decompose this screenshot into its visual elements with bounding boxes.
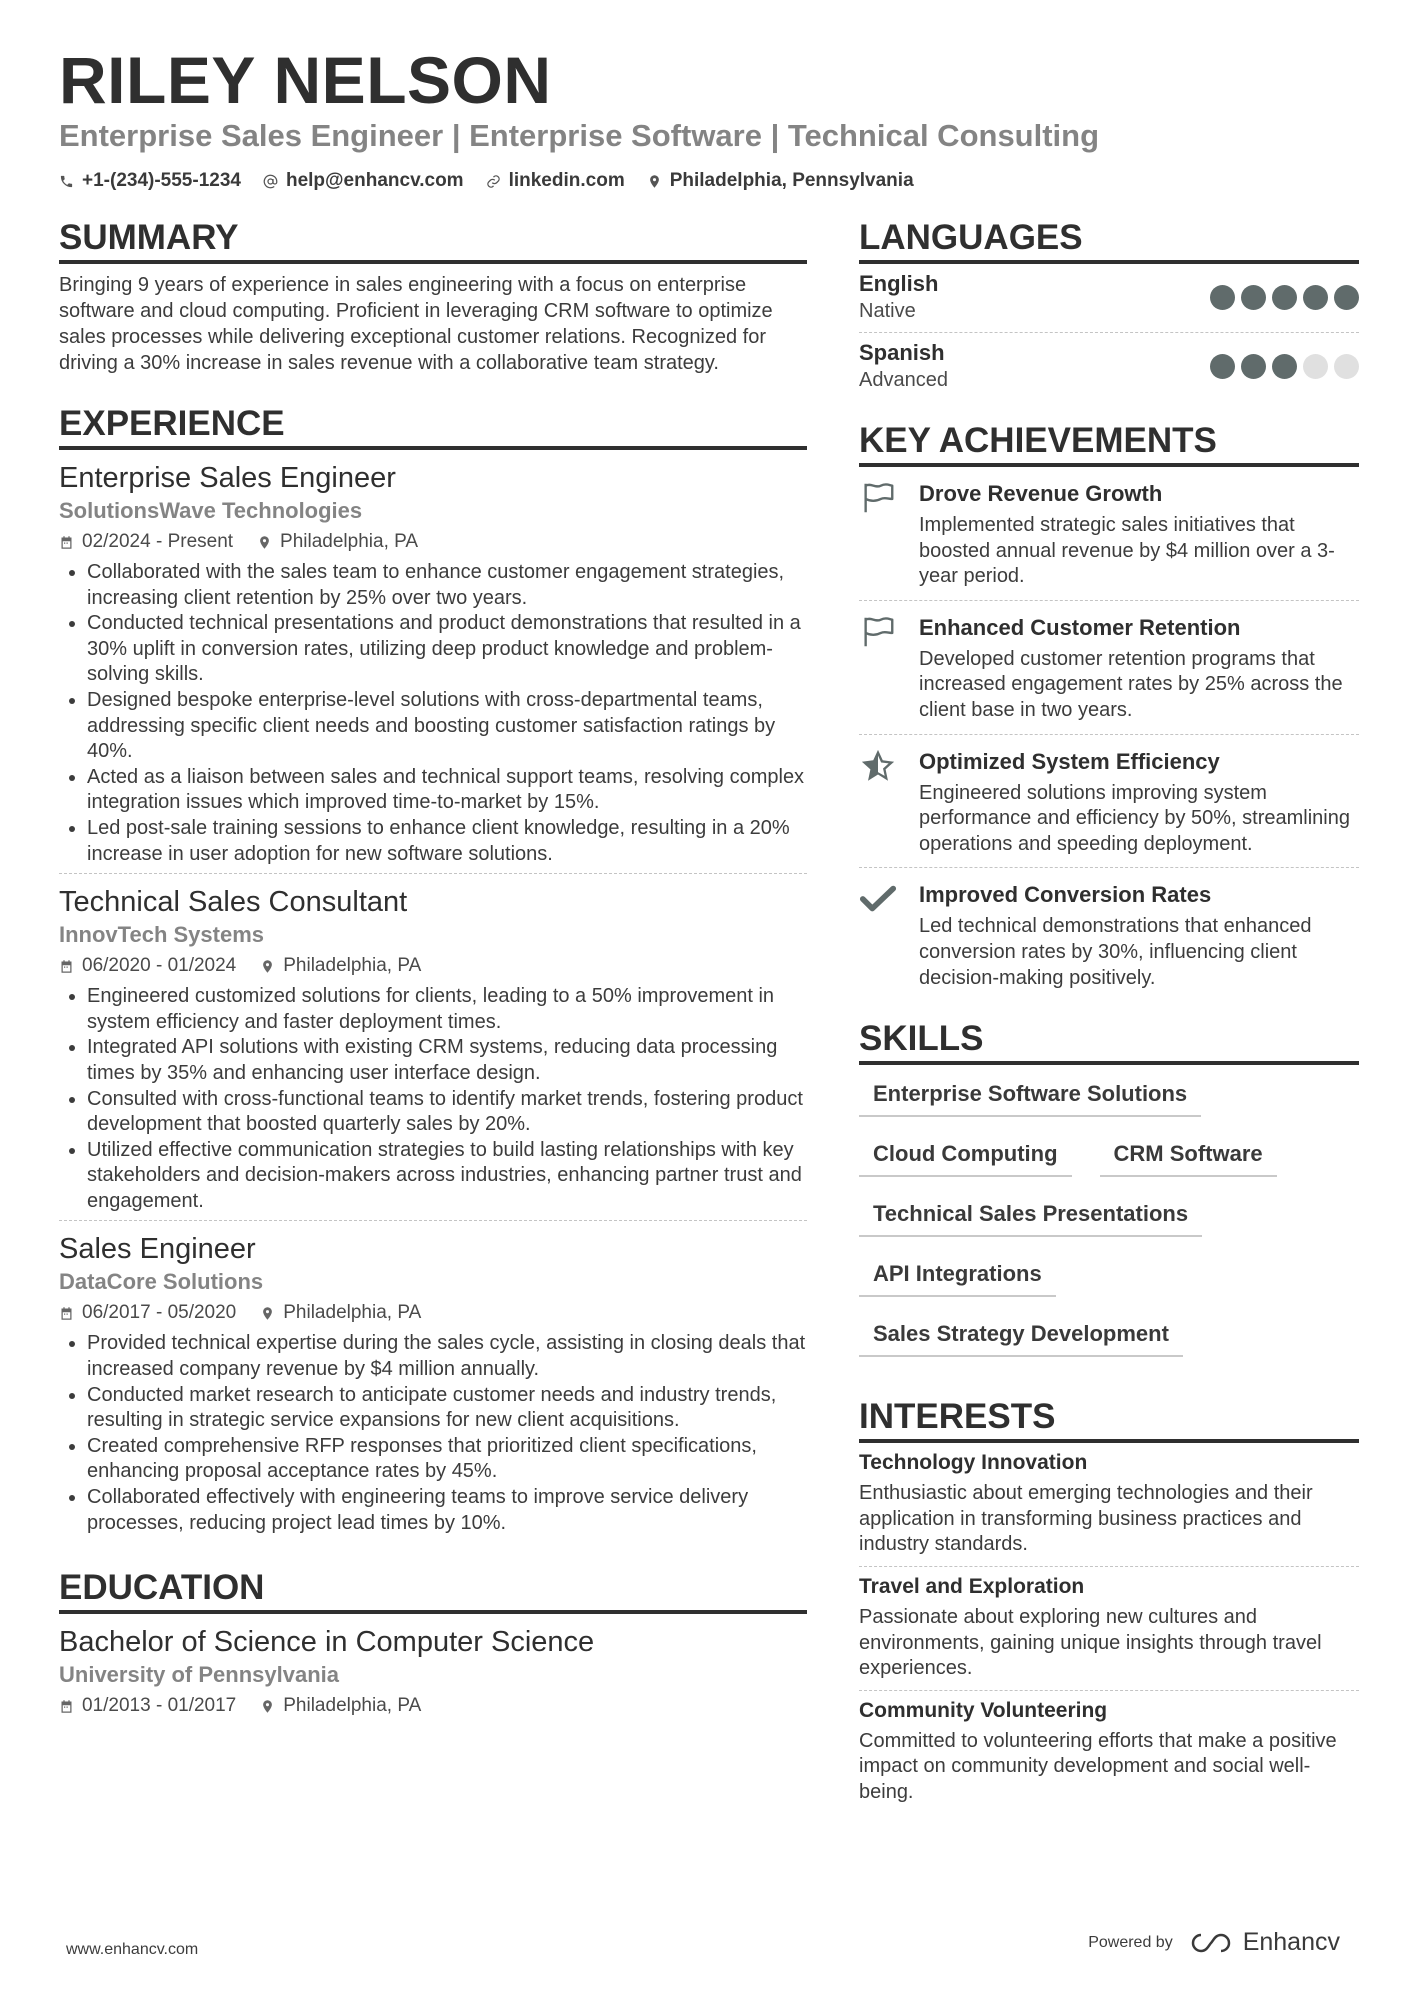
job-location [260,952,421,980]
candidate-name: RILEY NELSON [59,43,552,117]
education-dates [59,1692,236,1720]
rating-dot-filled [1272,285,1297,310]
interest-item [859,1691,1359,1814]
calendar-icon [59,535,74,550]
location-pin-icon [260,1699,275,1714]
interests-heading: INTERESTS [859,1397,1359,1443]
interest-desc: Committed to volunteering efforts that make a positive impact on community development and social well-being. [859,1729,1337,1803]
job-bullets [59,984,807,1214]
achievement-title: Optimized System Efficiency [919,748,1220,774]
brand-logo[interactable] [1187,1928,1340,1957]
achievement-title: Enhanced Customer Retention [919,614,1241,640]
brand-name: Enhancv [1242,1928,1340,1956]
achievement-desc: Implemented strategic sales initiatives that boosted annual revenue by $4 million over a 3-year period. [919,514,1335,588]
achievements-section [859,421,1359,1001]
bullet-item: • Conducted market research to anticipate customer needs and industry trends, resulting in strategic service expansions for new client acquisitions. [87,1383,807,1434]
interest-title: Technology Innovation [859,1451,1088,1475]
rating-dot-filled [1241,354,1266,379]
job-title: Sales Engineer [59,1233,256,1266]
job-dates-text: 06/2017 - 05/2020 [82,1302,237,1324]
achievement-title: Drove Revenue Growth [919,481,1163,506]
education-dates-text: 01/2013 - 01/2017 [82,1695,237,1717]
job-title: Enterprise Sales Engineer [59,462,396,494]
interest-desc: Enthusiastic about emerging technologies and their application in transforming business practices and industry standards. [859,1482,1313,1556]
skill-tag: Technical Sales Presentations [859,1199,1202,1237]
skills-heading: SKILLS [859,1019,1359,1065]
job-location [260,1299,421,1327]
job-title: Technical Sales Consultant [59,886,408,919]
bullet-item: • Designed bespoke enterprise-level solutions with cross-departmental teams, addressing specific client needs and boosting customer satisfaction ratings by 40%. [87,688,807,765]
skills-list [859,1079,1359,1357]
summary-section [59,218,807,376]
job-dates [59,1299,236,1327]
language-rating [1210,285,1359,310]
education-entry [59,1614,807,1726]
job-dates [59,528,233,556]
at-icon [263,174,278,189]
rating-dot-filled [1210,285,1235,310]
job-meta [59,952,807,980]
location-pin-icon [647,174,662,189]
experience-heading: EXPERIENCE [59,404,807,450]
location-pin-icon [260,1306,275,1321]
rating-dot-filled [1272,354,1297,379]
interest-item [859,1443,1359,1567]
calendar-icon [59,959,74,974]
achievement-desc: Developed customer retention programs that increased engagement rates by 25% across the client base in two years. [919,647,1343,721]
contact-bar [59,168,914,194]
check-icon [859,880,897,918]
footer-website[interactable]: www.enhancv.com [66,1941,199,1958]
job-location-text: Philadelphia, PA [283,955,422,977]
job-location-text: Philadelphia, PA [280,531,419,552]
job-dates-text: 06/2020 - 01/2024 [82,955,237,977]
achievements-heading: KEY ACHIEVEMENTS [859,421,1359,467]
bullet-item: • Consulted with cross-functional teams to identify market trends, fostering product development that boosted quarterly sales by 20%. [87,1087,807,1138]
language-level: Advanced [859,369,948,391]
education-location-text: Philadelphia, PA [283,1695,422,1717]
achievement-desc: Led technical demonstrations that enhanced conversion rates by 30%, influencing client decision-making positively. [919,915,1312,989]
degree-title: Bachelor of Science in Computer Science [59,1626,595,1659]
left-column [59,218,807,1726]
language-item [859,264,1359,333]
skill-tag: Enterprise Software Solutions [859,1079,1201,1117]
summary-heading: SUMMARY [59,218,807,264]
job-location-text: Philadelphia, PA [283,1302,422,1324]
star-icon [859,747,897,785]
interest-desc: Passionate about exploring new cultures and environments, gaining unique insights through travel experiences. [859,1605,1322,1680]
company-name: SolutionsWave Technologies [59,498,363,523]
education-section [59,1568,807,1726]
language-name: English [859,271,939,296]
skill-tag: Cloud Computing [859,1139,1072,1177]
phone-text: +1-(234)-555-1234 [82,170,241,191]
bullet-item: • Utilized effective communication strategies to build lasting relationships with key stakeholders and decision-makers across industries, enhancing partner trust and engagement. [87,1138,807,1215]
calendar-icon [59,1306,74,1321]
job-dates [59,952,236,980]
skill-tag: CRM Software [1100,1139,1277,1177]
enhancv-logo-icon [1187,1929,1235,1957]
languages-heading: LANGUAGES [859,218,1359,264]
linkedin-text: linkedin.com [508,170,625,191]
rating-dot-filled [1334,285,1359,310]
bullet-item: • Led post-sale training sessions to enhance client knowledge, resulting in a 20% increase in user adoption for new software solutions. [87,816,807,867]
rating-dot-empty [1334,354,1359,379]
achievement-title: Improved Conversion Rates [919,882,1212,908]
job-meta [59,528,807,556]
language-name: Spanish [859,340,945,365]
bullet-item: • Engineered customized solutions for clients, leading to a 50% improvement in system efficiency and faster deployment times. [87,984,807,1035]
rating-dot-filled [1303,285,1328,310]
achievement-item [859,601,1359,735]
bullet-item: • Created comprehensive RFP responses that prioritized client specifications, enhancing proposal acceptance rates by 45%. [87,1434,807,1485]
experience-section [59,404,807,1542]
link-icon [486,174,501,189]
headline: Enterprise Sales Engineer | Enterprise Software | Technical Consulting [59,118,1100,153]
bullet-item: • Conducted technical presentations and product demonstrations that resulted in a 30% uplift in conversion rates, utilizing deep product knowledge and problem-solving skills. [87,611,807,688]
location-pin-icon [260,959,275,974]
experience-entry [59,874,807,1221]
contact-phone[interactable] [59,168,241,194]
bullet-item: • Integrated API solutions with existing CRM systems, reducing data processing times by 35% and enhancing user interface design. [87,1035,807,1086]
bullet-item: • Collaborated with the sales team to enhance customer engagement strategies, increasing client retention by 25% over two years. [87,560,807,611]
school-name: University of Pennsylvania [59,1662,339,1688]
language-level: Native [859,300,916,322]
calendar-icon [59,1699,74,1714]
rating-dot-empty [1303,354,1328,379]
job-meta [59,1299,807,1327]
education-meta [59,1692,807,1720]
achievement-item [859,868,1359,1001]
achievement-item [859,735,1359,869]
summary-text: Bringing 9 years of experience in sales engineering with a focus on enterprise software and cloud computing. Proficient in leveraging CRM software to optimize sales processes while delivering exceptional customer relations. Recognized for driving a 30% increase in sales revenue with a collaborative team strategy. [59,274,773,374]
right-column [859,218,1359,1813]
experience-entry [59,450,807,874]
education-location [260,1692,421,1720]
job-location [257,528,418,556]
interest-title: Travel and Exploration [859,1574,1085,1598]
interest-item [859,1567,1359,1691]
phone-icon [59,174,74,189]
achievement-item [859,467,1359,601]
flag-icon [859,613,897,651]
powered-by-text: Powered by [1088,1933,1173,1951]
flag-icon [859,479,897,517]
skills-section [859,1019,1359,1357]
location-pin-icon [257,535,272,550]
rating-dot-filled [1241,285,1266,310]
company-name: InnovTech Systems [59,922,264,948]
interests-section [859,1397,1359,1813]
experience-entry [59,1221,807,1542]
achievement-desc: Engineered solutions improving system performance and efficiency by 50%, streamlining operations and speeding deployment. [919,781,1350,855]
location-text: Philadelphia, Pennsylvania [669,170,914,191]
footer-branding [1088,1928,1340,1957]
contact-linkedin[interactable] [486,168,625,194]
education-heading: EDUCATION [59,1568,807,1614]
skill-tag: Sales Strategy Development [859,1319,1183,1357]
bullet-item: • Provided technical expertise during the sales cycle, assisting in closing deals that increased company revenue by $4 million annually. [87,1331,807,1382]
interest-title: Community Volunteering [859,1698,1108,1722]
bullet-item: • Collaborated effectively with engineering teams to improve service delivery processes, reducing project lead times by 10%. [87,1485,807,1536]
language-rating [1210,354,1359,379]
language-item [859,333,1359,401]
skill-tag: API Integrations [859,1259,1056,1297]
contact-email[interactable] [263,168,464,194]
job-bullets [59,560,807,867]
email-text: help@enhancv.com [285,170,464,191]
bullet-item: • Acted as a liaison between sales and technical support teams, resolving complex integration issues which improved time-to-market by 15%. [87,765,807,816]
rating-dot-filled [1210,354,1235,379]
company-name: DataCore Solutions [59,1269,264,1295]
languages-section [859,218,1359,401]
job-dates-text: 02/2024 - Present [82,531,234,552]
job-bullets [59,1331,807,1536]
contact-location [647,168,914,194]
